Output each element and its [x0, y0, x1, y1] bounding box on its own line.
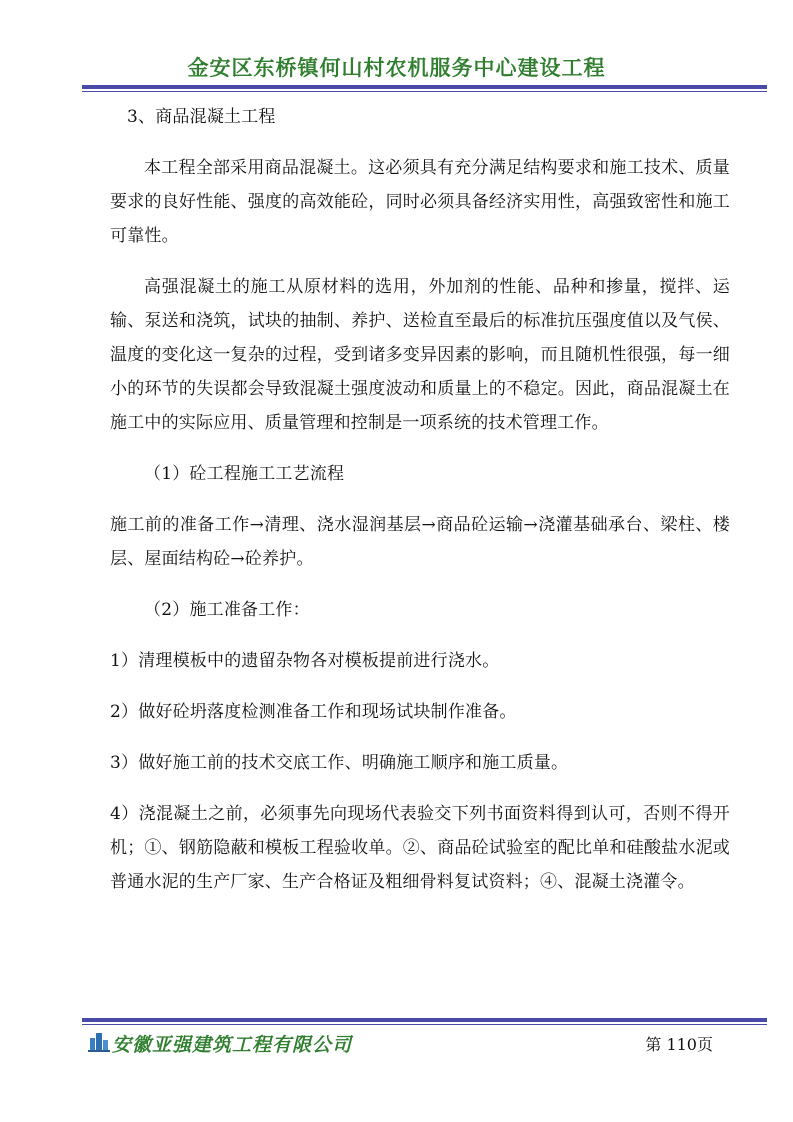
- header-rule-thick: [82, 85, 767, 89]
- page-header-title: 金安区东桥镇何山村农机服务中心建设工程: [187, 56, 606, 80]
- list-item: 2）做好砼坍落度检测准备工作和现场试块制作准备。: [110, 702, 517, 722]
- list-item: 3）做好施工前的技术交底工作、明确施工顺序和施工质量。: [110, 753, 569, 773]
- paragraph: 高强混凝土的施工从原材料的选用，外加剂的性能、品种和掺量，搅拌、运输、泵送和浇筑，试块的抽制、养护、送检直至最后的标准抗压强度值以及气侯、温度的变化这一复杂的过程，受到诸多变异因素的影响，而且随机性很强，每一细小的环节的失误都会导致混凝土强度波动和质量上的不稳定。因此，商品混凝土在施工中的实际应用、质量管理和控制是一项系统的技术管理工作。: [110, 277, 730, 433]
- subsection-heading: （2）施工准备工作：: [144, 600, 310, 620]
- section-heading: 3、商品混凝土工程: [127, 107, 276, 127]
- subsection-heading: （1）砼工程施工工艺流程: [144, 464, 345, 484]
- header-rule-thin: [82, 91, 767, 92]
- footer-rule-thin: [82, 1024, 767, 1025]
- building-logo-icon: [88, 1030, 110, 1052]
- footer-rule-thick: [82, 1018, 767, 1022]
- list-item: 1）清理模板中的遗留杂物各对模板提前进行浇水。: [110, 651, 500, 671]
- paragraph: 施工前的准备工作→清理、浇水湿润基层→商品砼运输→浇灌基础承台、梁柱、楼层、屋面结构砼→砼养护。: [110, 515, 730, 569]
- list-item: 4）浇混凝土之前，必须事先向现场代表验交下列书面资料得到认可，否则不得开机；①、钢筋隐蔽和模板工程验收单。②、商品砼试验室的配比单和硅酸盐水泥或普通水泥的生产厂家、生产合格证及粗细骨料复试资料；④、混凝土浇灌令。: [110, 804, 730, 892]
- paragraph: 本工程全部采用商品混凝土。这必须具有充分满足结构要求和施工技术、质量要求的良好性能、强度的高效能砼，同时必须具备经济实用性，高强致密性和施工可靠性。: [110, 158, 730, 246]
- footer-company-name: 安徽亚强建筑工程有限公司: [112, 1034, 353, 1056]
- page-number: 第 110页: [645, 1035, 713, 1054]
- document-body: [110, 100, 730, 916]
